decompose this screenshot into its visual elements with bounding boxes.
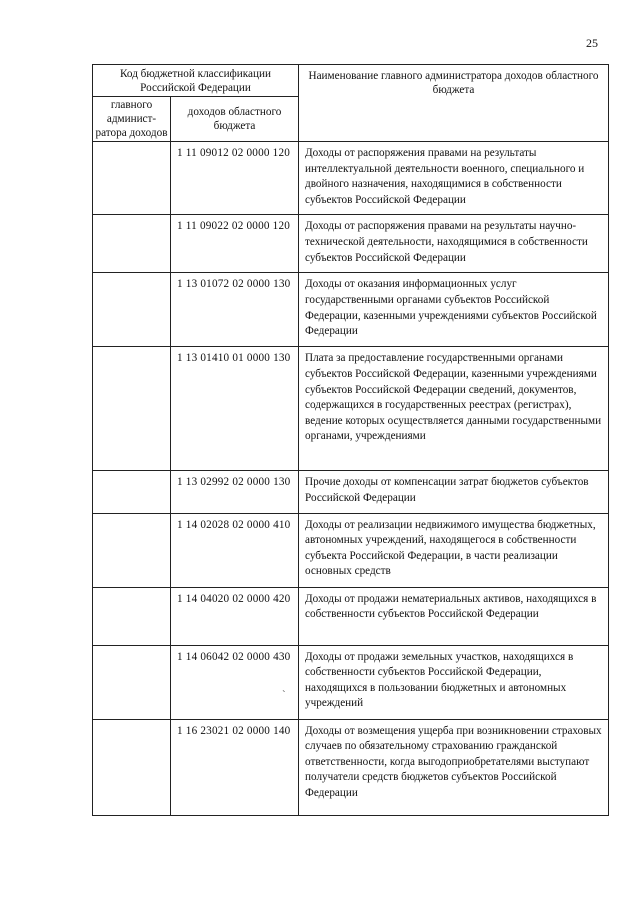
header-row-top [93,65,609,97]
income-code-cell: 1 16 23021 02 0000 140 [171,719,299,815]
budget-classification-table [92,64,609,816]
income-name-cell: Доходы от продажи нематериальных активов, находящихся в собственности субъектов Российской Федерации [299,587,609,645]
income-code-cell: 1 13 01072 02 0000 130 [171,273,299,347]
income-code-cell: 1 11 09022 02 0000 120 [171,215,299,273]
header-admin-column: главного админист-ратора доходов [93,97,171,142]
admin-code-cell [93,273,171,347]
income-code-cell: 1 14 04020 02 0000 420 [171,587,299,645]
income-code-cell: 1 11 09012 02 0000 120 [171,142,299,215]
income-code-cell: 1 13 02992 02 0000 130 [171,471,299,513]
header-code-group: Код бюджетной классификации Российской Федерации [93,65,299,97]
table-row [93,347,609,471]
table-row [93,471,609,513]
header-name-column: Наименование главного администратора доходов областного бюджета [299,65,609,142]
admin-code-cell [93,719,171,815]
table-row [93,719,609,815]
income-name-cell: Плата за предоставление государственными органами субъектов Российской Федерации, казенными учреждениями субъектов Российской Федерации сведений, документов, содержащихся в государственных реестрах (регистрах), ведение которых осуществляется данными государственными органами, учреждениями [299,347,609,471]
table-row [93,587,609,645]
table-row [93,645,609,719]
admin-code-cell [93,347,171,471]
income-name-cell: Доходы от оказания информационных услуг государственными органами субъектов Российской Федерации, казенными учреждениями субъектов Российской Федерации [299,273,609,347]
table-row [93,513,609,587]
table-row [93,273,609,347]
income-name-cell: Доходы от распоряжения правами на результаты научно-технической деятельности, находящимися в собственности субъектов Российской Федерации [299,215,609,273]
income-code-cell: 1 13 01410 01 0000 130 [171,347,299,471]
income-code-cell: 1 14 02028 02 0000 410 [171,513,299,587]
stray-mark: ` [282,689,286,701]
admin-code-cell [93,142,171,215]
table-row [93,142,609,215]
income-name-cell: Доходы от продажи земельных участков, находящихся в собственности субъектов Российской Федерации, находящихся в пользовании бюджетных и автономных учреждений [299,645,609,719]
income-name-cell: Доходы от распоряжения правами на результаты интеллектуальной деятельности военного, специального и двойного назначения, находящимися в собственности субъектов Российской Федерации [299,142,609,215]
admin-code-cell [93,215,171,273]
header-income-column: доходов областного бюджета [171,97,299,142]
income-name-cell: Доходы от реализации недвижимого имущества бюджетных, автономных учреждений, находящегося в собственности субъекта Российской Федерации, в части реализации основных средств [299,513,609,587]
admin-code-cell [93,471,171,513]
income-name-cell: Прочие доходы от компенсации затрат бюджетов субъектов Российской Федерации [299,471,609,513]
admin-code-cell [93,645,171,719]
table-row [93,215,609,273]
income-code-cell: 1 14 06042 02 0000 430 [171,645,299,719]
admin-code-cell [93,587,171,645]
admin-code-cell [93,513,171,587]
income-name-cell: Доходы от возмещения ущерба при возникновении страховых случаев по обязательному страхованию гражданской ответственности, когда выгодоприобретателями выступают получатели средств бюджетов субъектов Российской Федерации [299,719,609,815]
page-number: 25 [586,36,598,50]
